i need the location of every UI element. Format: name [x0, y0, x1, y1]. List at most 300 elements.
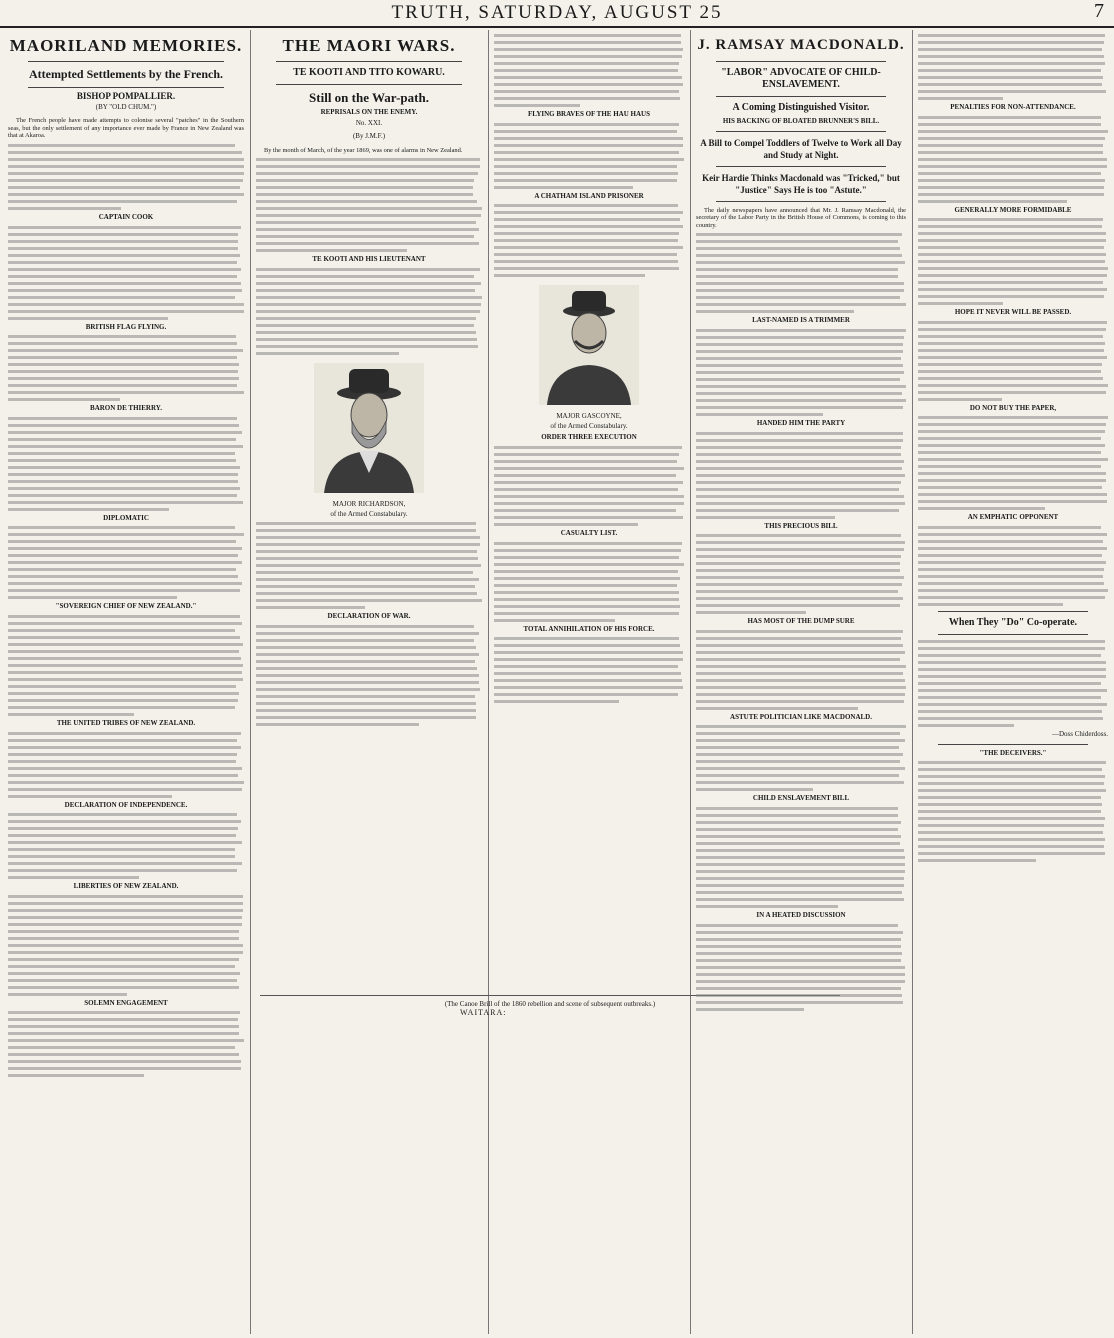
text-line [8, 1032, 239, 1035]
text-line [918, 232, 1106, 235]
text-line [918, 302, 1003, 305]
text-line [256, 674, 479, 677]
text-line [918, 281, 1103, 284]
text-line [918, 218, 1103, 221]
body-filler [256, 268, 482, 355]
text-line [494, 130, 677, 133]
text-line [494, 172, 678, 175]
text-line [696, 611, 806, 614]
text-line [8, 692, 239, 695]
text-line [494, 239, 678, 242]
text-line [8, 650, 239, 653]
text-line [8, 699, 238, 702]
body-filler [8, 615, 244, 716]
text-line [494, 700, 619, 703]
text-line [696, 268, 898, 271]
text-line [918, 391, 1106, 394]
text-line [494, 651, 683, 654]
text-line [494, 123, 679, 126]
column-rule [912, 30, 913, 1334]
text-line [494, 55, 682, 58]
text-line [8, 575, 238, 578]
text-line [256, 716, 476, 719]
text-line [8, 268, 241, 271]
text-line [918, 789, 1106, 792]
text-line [696, 590, 898, 593]
text-line [256, 571, 473, 574]
text-line [696, 658, 900, 661]
text-line [696, 945, 901, 948]
section-head: ASTUTE POLITICIAN LIKE MACDONALD. [730, 712, 872, 721]
text-line [696, 357, 901, 360]
text-line [8, 1046, 235, 1049]
text-line [696, 583, 902, 586]
text-line [918, 810, 1101, 813]
body-text: The French people have made attempts to colonise several "patches" in the Southern seas, but the only settlement of any importance ever made by France in New Zealand was that at Akaroa. [8, 117, 244, 140]
illustration-caption: (The Canoe Brill of the 1860 rebellion and scene of subsequent outbreaks.) [444, 1000, 656, 1008]
text-line [8, 459, 236, 462]
text-line [696, 959, 901, 962]
text-line [8, 282, 241, 285]
text-line [918, 288, 1107, 291]
text-line [696, 987, 901, 990]
text-line [8, 827, 238, 830]
text-line [8, 335, 236, 338]
text-line [696, 679, 905, 682]
article-maori-wars-cont [494, 30, 684, 1334]
text-line [8, 568, 236, 571]
text-line [918, 253, 1106, 256]
text-line [8, 144, 235, 147]
text-line [256, 681, 479, 684]
text-line [8, 1067, 241, 1070]
text-line [696, 240, 898, 243]
text-line [8, 466, 240, 469]
portrait-major-richardson [314, 363, 424, 493]
text-line [8, 622, 242, 625]
text-line [256, 543, 480, 546]
text-line [918, 430, 1105, 433]
text-line [918, 547, 1107, 550]
text-line [256, 606, 365, 609]
text-line [8, 501, 243, 504]
body-filler [8, 813, 244, 879]
text-line [256, 660, 475, 663]
text-line [696, 289, 904, 292]
text-line [256, 275, 474, 278]
text-line [256, 207, 482, 210]
text-line [494, 41, 681, 44]
text-line [918, 775, 1105, 778]
text-line [494, 467, 684, 470]
text-line [918, 116, 1101, 119]
section-head: DECLARATION OF WAR. [327, 612, 411, 621]
text-line [8, 746, 241, 749]
text-line [918, 151, 1103, 154]
text-line [696, 303, 906, 306]
text-line [918, 451, 1101, 454]
text-line [918, 540, 1103, 543]
body-filler [494, 542, 684, 622]
text-line [256, 268, 480, 271]
article-ramsay-macdonald [696, 30, 906, 1334]
text-line [494, 151, 679, 154]
text-line [494, 253, 677, 256]
text-line [918, 260, 1105, 263]
text-line [918, 472, 1106, 475]
text-line [256, 338, 477, 341]
text-line [696, 406, 903, 409]
text-line [696, 835, 901, 838]
text-line [494, 644, 680, 647]
text-line [696, 931, 903, 934]
text-line [696, 637, 901, 640]
text-line [8, 596, 177, 599]
text-line [918, 710, 1102, 713]
text-line [696, 495, 904, 498]
text-line [918, 137, 1105, 140]
section-head: THE UNITED TRIBES OF NEW ZEALAND. [56, 718, 196, 727]
poem-signature: —Doss Chiderdoss. [1051, 729, 1108, 738]
headline: J. RAMSAY MACDONALD. [697, 37, 905, 53]
text-line [696, 364, 903, 367]
text-line [8, 431, 242, 434]
text-line [8, 261, 237, 264]
text-line [918, 90, 1106, 93]
deck: TE KOOTI AND TITO KOWARU. [293, 67, 445, 78]
section-head: CHILD ENSLAVEMENT BILL [752, 794, 850, 803]
text-line [696, 807, 898, 810]
text-line [918, 295, 1104, 298]
body-filler [8, 526, 244, 599]
text-line [696, 905, 838, 908]
text-line [918, 62, 1105, 65]
body-filler [918, 34, 1108, 100]
text-line [918, 186, 1104, 189]
text-line [8, 165, 244, 168]
text-line [494, 274, 645, 277]
text-line [696, 460, 904, 463]
text-line [256, 172, 478, 175]
text-line [8, 303, 244, 306]
text-line [494, 488, 678, 491]
text-line [918, 486, 1102, 489]
deck: Attempted Settlements by the French. [28, 67, 224, 81]
body-filler [494, 34, 684, 107]
text-line [494, 563, 684, 566]
column-rule [488, 30, 489, 1334]
text-line [8, 944, 243, 947]
text-line [8, 417, 237, 420]
byline: (By J.M.F.) [352, 132, 386, 141]
text-line [8, 349, 243, 352]
text-line [8, 869, 237, 872]
text-line [8, 480, 238, 483]
text-line [494, 34, 681, 37]
text-line [494, 591, 679, 594]
text-line [8, 547, 242, 550]
text-line [256, 599, 482, 602]
text-line [696, 884, 904, 887]
text-line [8, 937, 239, 940]
text-line [918, 724, 1014, 727]
section-head: BARON DE THIERRY. [90, 404, 162, 413]
text-line [8, 909, 243, 912]
text-line [494, 502, 684, 505]
text-line [494, 90, 679, 93]
text-line [696, 392, 902, 395]
text-line [696, 275, 898, 278]
text-line [696, 898, 904, 901]
body-filler [918, 321, 1108, 401]
text-line [696, 502, 905, 505]
text-line [8, 788, 242, 791]
text-line [256, 723, 419, 726]
text-line [8, 540, 236, 543]
text-line [8, 739, 237, 742]
text-line [494, 158, 684, 161]
portrait-caption: MAJOR RICHARDSON, [332, 499, 406, 508]
text-line [8, 862, 242, 865]
section-head: CAPTAIN COOK [98, 212, 154, 221]
column-rule [690, 30, 691, 1334]
text-line [8, 289, 242, 292]
text-line [696, 746, 899, 749]
text-line [918, 500, 1107, 503]
text-line [494, 542, 682, 545]
illustration-title: WAITARA: [460, 1008, 507, 1017]
text-line [696, 247, 900, 250]
text-line [696, 385, 906, 388]
text-line [8, 370, 238, 373]
text-line [696, 707, 858, 710]
text-line [696, 310, 854, 313]
body-filler [696, 807, 906, 908]
text-line [494, 97, 680, 100]
portrait-major-gascoyne [539, 285, 639, 405]
text-line [256, 632, 479, 635]
text-line [8, 473, 238, 476]
body-filler [8, 417, 244, 511]
text-line [696, 814, 898, 817]
text-line [696, 254, 902, 257]
text-line [918, 444, 1105, 447]
deck: "LABOR" ADVOCATE OF CHILD-ENSLAVEMENT. [721, 67, 881, 90]
text-line [918, 589, 1108, 592]
text-line [8, 186, 240, 189]
text-line [8, 774, 238, 777]
text-line [8, 424, 239, 427]
text-line [8, 310, 244, 313]
text-line [256, 296, 482, 299]
text-line [494, 453, 679, 456]
body-filler [8, 732, 244, 798]
text-line [696, 233, 902, 236]
text-line [8, 363, 239, 366]
text-line [696, 686, 906, 689]
text-line [494, 232, 679, 235]
text-line [918, 859, 1036, 862]
text-line [256, 200, 477, 203]
text-line [918, 200, 1067, 203]
body-filler [918, 218, 1108, 305]
poem2-title: "THE DECEIVERS." [979, 748, 1047, 757]
section-head: THIS PRECIOUS BILL [764, 521, 838, 530]
text-line [696, 597, 903, 600]
text-line [8, 664, 243, 667]
text-line [918, 582, 1104, 585]
text-line [256, 228, 479, 231]
text-line [918, 55, 1104, 58]
text-line [8, 179, 243, 182]
text-line [8, 615, 240, 618]
text-line [494, 62, 679, 65]
text-line [8, 526, 235, 529]
text-line [696, 413, 823, 416]
text-line [8, 671, 242, 674]
text-line [8, 391, 244, 394]
text-line [8, 972, 240, 975]
text-line [918, 533, 1107, 536]
text-line [918, 561, 1106, 564]
text-line [256, 564, 481, 567]
body-text: The daily newspapers have announced that Mr. J. Ramsay Macdonald, the secretary of the Labor Party in the British House of Commons, is coming to this country. [696, 206, 906, 229]
text-line [918, 274, 1107, 277]
body-filler [918, 116, 1108, 203]
section-head: IN A HEATED DISCUSSION [756, 910, 846, 919]
text-line [8, 767, 242, 770]
body-filler [918, 416, 1108, 510]
text-line [494, 460, 677, 463]
text-line [494, 598, 679, 601]
body-filler [494, 204, 684, 277]
text-line [8, 713, 134, 716]
text-line [256, 702, 476, 705]
text-line [918, 554, 1102, 557]
text-line [256, 585, 475, 588]
text-line [696, 966, 905, 969]
text-line [918, 761, 1106, 764]
text-line [256, 165, 480, 168]
text-line [8, 1025, 239, 1028]
text-line [918, 144, 1103, 147]
text-line [918, 377, 1103, 380]
section-head: AN EMPHATIC OPPONENT [967, 513, 1059, 522]
text-line [8, 636, 240, 639]
text-line [256, 186, 473, 189]
text-line [918, 130, 1108, 133]
text-line [918, 158, 1107, 161]
text-line [696, 924, 898, 927]
text-line [918, 661, 1106, 664]
text-line [494, 516, 683, 519]
text-line [696, 336, 904, 339]
section-head: HANDED HIM THE PARTY [756, 418, 846, 427]
text-line [256, 282, 481, 285]
text-line [494, 619, 615, 622]
text-line [696, 863, 905, 866]
section-head: PENALTIES FOR NON-ATTENDANCE. [950, 103, 1076, 111]
text-line [696, 343, 903, 346]
text-line [918, 603, 1063, 606]
text-line [918, 246, 1104, 249]
text-line [918, 193, 1104, 196]
text-line [918, 342, 1105, 345]
text-line [494, 665, 678, 668]
text-line [8, 1018, 238, 1021]
body-filler [8, 895, 244, 996]
text-line [494, 137, 683, 140]
text-line [256, 221, 476, 224]
text-line [256, 688, 480, 691]
text-line [696, 788, 813, 791]
text-line [696, 350, 903, 353]
text-line [696, 891, 902, 894]
text-line [494, 76, 682, 79]
text-line [8, 841, 242, 844]
text-line [8, 1053, 239, 1056]
text-line [918, 267, 1108, 270]
text-line [918, 838, 1105, 841]
section-head: "SOVEREIGN CHIEF OF NEW ZEALAND." [55, 602, 197, 611]
text-line [918, 717, 1103, 720]
text-line [918, 831, 1103, 834]
text-line [696, 753, 903, 756]
text-line [696, 781, 904, 784]
text-line [494, 211, 683, 214]
text-line [8, 554, 238, 557]
text-line [696, 994, 902, 997]
text-line [494, 509, 676, 512]
text-line [696, 509, 899, 512]
text-line [696, 474, 905, 477]
text-line [696, 296, 900, 299]
text-line [8, 356, 237, 359]
text-line [494, 165, 677, 168]
text-line [696, 282, 904, 285]
section-head: HOPE IT NEVER WILL BE PASSED. [954, 308, 1072, 317]
text-line [494, 693, 678, 696]
body-filler [494, 446, 684, 526]
text-line [918, 654, 1101, 657]
text-line [494, 446, 682, 449]
section-head: FLYING BRAVES OF THE HAU HAUS [528, 110, 650, 118]
text-line [696, 555, 901, 558]
text-line [918, 370, 1101, 373]
masthead [0, 0, 1114, 28]
text-line [8, 317, 168, 320]
subhead-3: A Bill to Compel Toddlers of Twelve to Work all Day and Study at Night. [700, 137, 902, 160]
text-line [918, 48, 1102, 51]
section-head: GENERALLY MORE FORMIDABLE [954, 205, 1072, 214]
text-line [8, 377, 239, 380]
text-line [8, 233, 238, 236]
section-head: DIPLOMATIC [103, 513, 149, 522]
text-line [696, 439, 903, 442]
body-filler [696, 534, 906, 614]
text-line [8, 706, 235, 709]
text-line [256, 235, 474, 238]
text-line [696, 534, 901, 537]
subhead: BISHOP POMPALLIER. [76, 91, 176, 101]
text-line [918, 796, 1101, 799]
text-line [256, 667, 477, 670]
text-line [256, 695, 475, 698]
text-line [918, 423, 1106, 426]
text-line [918, 349, 1104, 352]
text-line [696, 849, 904, 852]
text-line [696, 973, 905, 976]
